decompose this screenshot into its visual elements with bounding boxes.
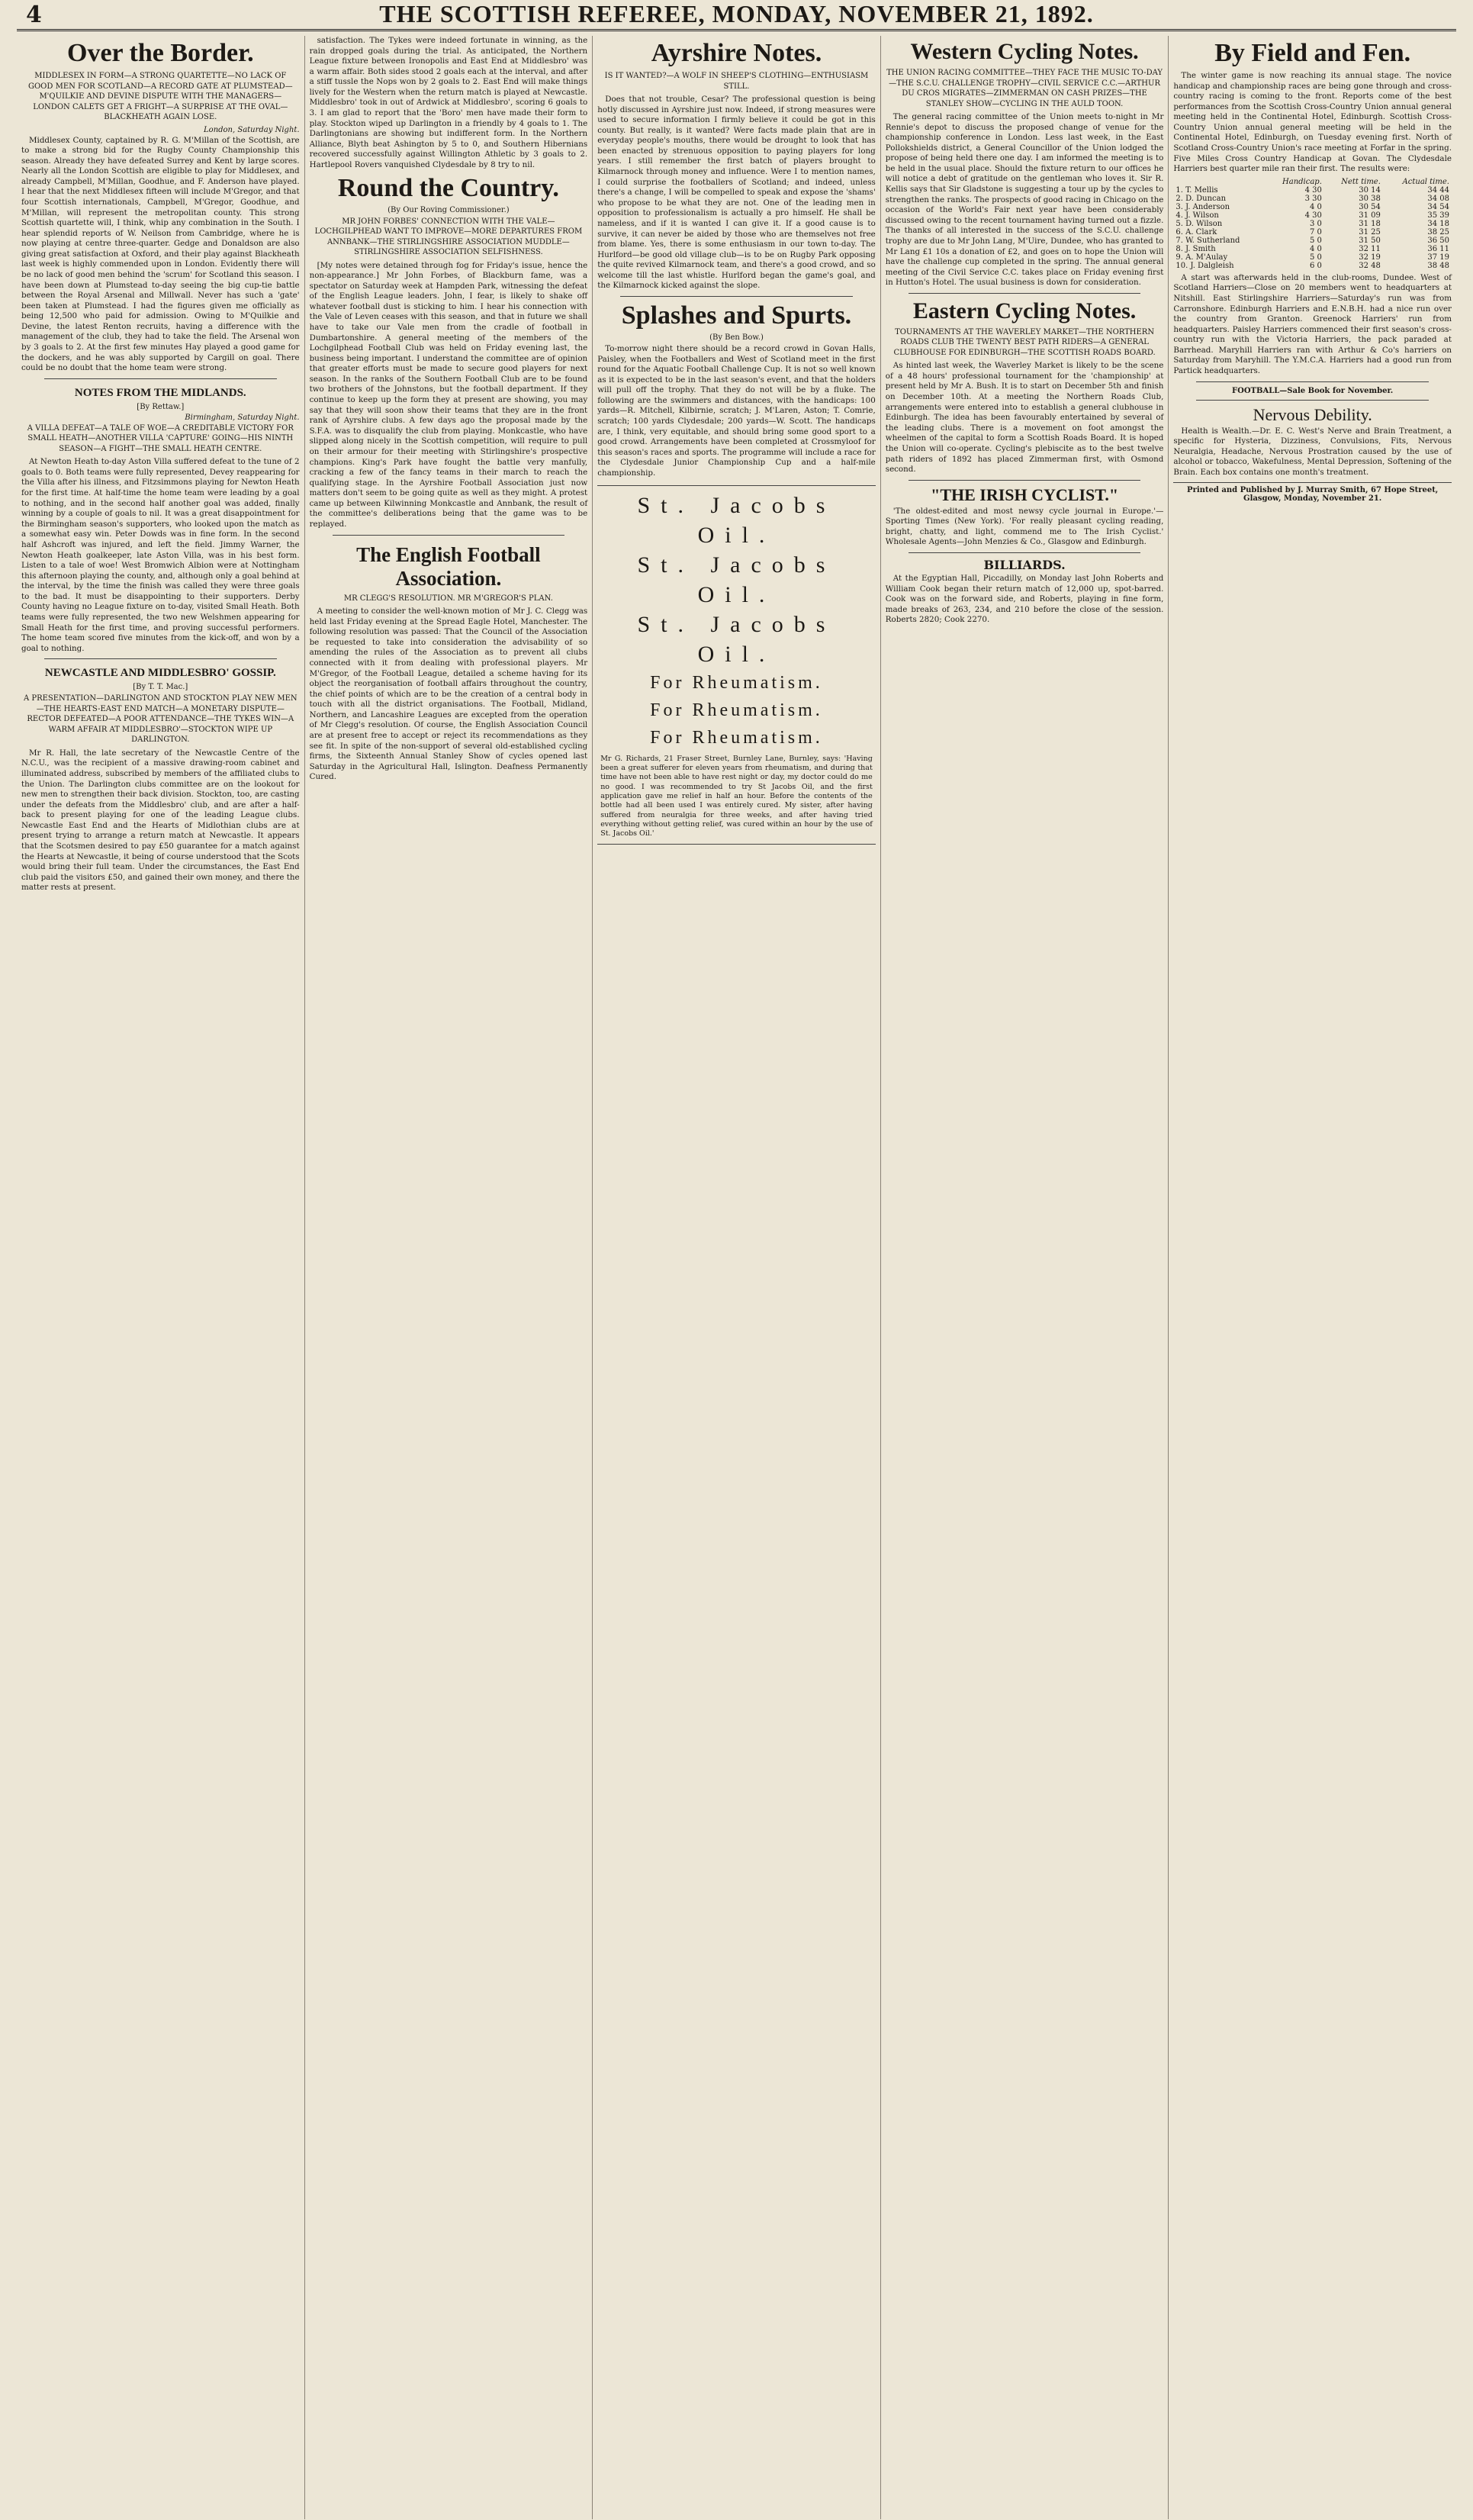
article-body [1173,273,1452,377]
article-byline: [By Rettaw.] [137,402,185,411]
article-body [597,344,876,479]
table-header-row [1173,178,1452,186]
article-body [886,574,1164,626]
table-cell: 6 0 [1309,261,1322,270]
divider [620,296,853,297]
table-cell: 3. J. Anderson [1176,202,1230,211]
article-byline: [By T. T. Mac.] [133,683,188,692]
table-cell: 7. W. Sutherland [1176,236,1240,245]
article-paragraph: Middlesex County, captained by R. G. M'Millan of the Scottish, are to make a strong bid for the Rugby County Championship this season. Already they have defeated Surrey and Kent by large scores. Nearly all the London Scottish are eligible to play for Middlesex, and already Campbell, M'Millan, Goodhue, and F. Anderson have played. I hear that the next Middlesex fifteen will include M'Gregor, and that four Scottish internationals, Campbell, M'Gregor, Goodhue, and M'Millan, will represent the metropolitan county. This strong Scottish quartette will, I think, whip any combination in the South. I hear splendid reports of W. Neilson from Cambridge, where he is now playing at centre three-quarter. Gedge and Donaldson are also giving great satisfaction at Oxford, and their play against Blackheath last week is highly commended upon in London. Evidently there will be no lack of good men behind the 'scrum' for Scotland this season. I have been down at Plumstead to-day seeing the big cup-tie battle between the Royal Arsenal and Millwall. Never has such a 'gate' been taken at Plumstead. I had the figures given me officially as being 12,500 who paid for admission. Owing to M'Quilkie and Devine, the latest Renton recruits, having a difference with the management of the club, they had to take the field. The Arsenal won by 3 goals to 2. At the first few minutes Hay played a good game for the dockers, and he was ably supported by Cargill on goal. There could be no doubt that the home team were strong. [21,135,300,373]
article-body [886,361,1164,475]
table-cell: 7 0 [1309,227,1322,237]
article-dateline: Birmingham, Saturday Night. [185,413,300,422]
advert-heading: FOOTBALL—Sale Book for November. [1232,386,1394,395]
advert-body [1173,426,1452,478]
article-body [1173,71,1452,175]
advert-paragraph: Health is Wealth.—Dr. E. C. West's Nerve and Brain Treatment, a specific for Hysteria, Dizziness, Convulsions, Fits, Nervous Neuralgia, Headache, Nervous Prostration caused by the use of alcohol or tobacco, Wakefulness, Mental Depression, Softening of the Brain. Each box contains one month's treatment. [1173,426,1452,477]
divider [909,293,1141,294]
advert-line: St. Jacobs Oil. [637,611,836,667]
table-cell: 3 0 [1309,219,1322,228]
article-deck: MR CLEGG'S RESOLUTION. MR M'GREGOR'S PLAN. [343,594,553,603]
table-header-cell: Actual time. [1402,177,1449,186]
article-paragraph: A meeting to consider the well-known motion of Mr J. C. Clegg was held last Friday evening at the Spread Eagle Hotel, Manchester. The following resolution was passed: That the Council of the Association be requested to take into consideration the advisability of so amending the rules of the Association as to prevent all clubs connected with it from dealing with professional players. Mr M'Gregor, of the Football League, detailed a scheme having for its object the reorganisation of football affairs throughout the country, the chief points of which are to be the creation of a central body in touch with all the district organisations. The Football, Midland, Northern, and Lancashire Leagues are excepted from the operation of Mr Clegg's resolution. Of course, the English Association Council are at present free to accept or reject its recommendations as they see fit. In spite of the non-support of several old-established cycling firms, the Sixteenth Annual Stanley Show of cycles opened last Saturday in the Agricultural Hall, Islington. Deafness Permanently Cured. [309,607,588,782]
article-paragraph: [My notes were detained through fog for Friday's issue, hence the non-appearance.] Mr John Forbes, of Blackburn fame, was a spectator on Saturday week at Hampden Park, witnessing the defeat of the English League leaders. John, I fear, is likely to shake off whatever football dust is sticking to him. I hear his connection with the Vale of Leven ceases with this season, and that in future we shall have to take our Vale men from the cradle of football in Dumbartonshire. A general meeting of the members of the Lochgilphead Football Club was held on Friday evening last, the business being important. I understand the committee are of opinion that greater efforts must be made to secure good players for next season. In the ranks of the Southern Football Club are to be found two brothers of the Johnstons, but the football department. If they continue to keep up the form they at present are showing, you may say that they will soon show their teams that they are in the front rank of Ayrshire clubs. A few days ago the proposal made by the S.F.A. was to disqualify the club from playing. Monkcastle, who have slipped along nicely in the Scottish competition, will require to pull on their armour for their meeting with Stirlingshire's prospective champions. King's Park have fought the battle very manfully, cracking a few of the fancy teams in their march to reach the qualifying stage. In the Ayrshire Football Association just now matters don't seem to be going quite as well as they might. A protest came up between Kilwinning Monkcastle and Annbank, the result of the committee's deliberations being that the game was to be replayed. [309,260,588,529]
article-body [21,136,300,374]
article-paragraph: satisfaction. The Tykes were indeed fortunate in winning, as the rain dropped goals during the trial. As anticipated, the Northern League fixture between Ironopolis and East End at Middlesbro' was a warm affair. Both sides stood 2 goals each at the interval, and after a stiff tussle the Nops won by 2 goals to 2. East End will make things lively for the Western when the return match is played at Newcastle. Middlesbro' took in out of Ardwick at Middlesbro', scoring 6 goals to 3. I am glad to report that the 'Boro' men have made their form to play. Stockton wiped up Darlington in a friendly by 4 goals to 1. The Darlingtonians are showing but indifferent form. In the Northern Alliance, Blyth beat Ashington by 5 to 0, and Southern Hibernians recovered successfully against Willington Athletic by 3 goals to 2. Hartlepool Rovers vanquished Clydesdale by 8 try to nil. [309,36,588,169]
table-cell: 34 44 [1427,185,1449,195]
article-paragraph: At Newton Heath to-day Aston Villa suffered defeat to the tune of 2 goals to 0. Both teams were fully represented, Devey reappearing for the Villa after his illness, and Fitzsimmons playing for Newton Heath for the first time. At half-time the home team were leading by a goal to nothing, and in the second half another goal was added, finally winning by a couple of goals to nil. It was a great disappointment for the Birmingham season's supporters, who looked upon the match as a somewhat easy win. Peter Dowds was in fine form. In the second half Ashcroft was injured, and left the field. Jimmy Warner, the Newton Heath goalkeeper, late Aston Villa, was in his best form. Listen to a tale of woe! West Bromwich Albion were at Nottingham this afternoon playing the county, and, although only a goal behind at the interval, by the time the finish was called they were three goals to the bad. It must be disappointing to their supporters. Derby County having no League fixture on to-day, visited Small Heath. Both teams were fully represented, the two new Welshmen appearing for Small Heath for the first time, and proving successful performers. The home team scored five minutes from the kick-off, and won by a goal to nothing. [21,457,300,653]
column-grid [17,36,1456,2519]
advert-line: For Rheumatism. [650,672,823,693]
article-deck: TOURNAMENTS AT THE WAVERLEY MARKET—THE NORTHERN ROADS CLUB THE TWENTY BEST PATH RIDERS—A GENERAL CLUBHOUSE FOR EDINBURGH—THE SCOTTISH ROADS BOARD. [893,327,1156,357]
table-cell: 31 09 [1359,211,1381,220]
table-cell: 10. J. Dalgleish [1176,261,1234,270]
article-paragraph: A start was afterwards held in the club-rooms, Dundee. West of Scotland Harriers—Close on 20 members went to headquarters at Nitshill. East Stirlingshire Harriers—Saturday's run was from Carronshore. Edinburgh Harriers and E.N.B.H. had a nice run over the country from Granton. Greenock Harriers' run from headquarters. Paisley Harriers commenced their first season's cross-country run with the Victoria Harriers, the pack paraded at Barrhead. Maryhill Harriers ran with Arthur & Co's harriers on Saturday from Maryhill. The Y.M.C.A. Harriers had a good run from Partick headquarters. [1173,272,1452,375]
article-deck: MR JOHN FORBES' CONNECTION WITH THE VALE—LOCHGILPHEAD WANT TO IMPROVE—MORE DEPARTURES FROM ANNBANK—THE STIRLINGSHIRE ASSOCIATION MUDDLE—STIRLINGSHIRE ASSOCIATION SELFISHNESS. [314,217,583,257]
table-row [1173,237,1452,245]
article-deck: IS IT WANTED?—A WOLF IN SHEEP'S CLOTHING—ENTHUSIASM STILL. [604,72,869,91]
article-body [310,607,588,783]
section-heading: Eastern Cycling Notes. [912,298,1137,323]
article-body [21,457,300,654]
article-byline: (By Ben Bow.) [709,333,764,342]
page-number: 4 [26,2,42,28]
table-cell: 5 0 [1309,236,1322,245]
table-cell: 4. J. Wilson [1176,211,1219,220]
article-body [597,95,876,291]
section-heading: Splashes and Spurts. [621,301,852,330]
advert-line: St. Jacobs Oil. [637,552,836,607]
section-heading: Ayrshire Notes. [651,39,822,67]
table-row [1173,203,1452,211]
divider [1196,381,1429,382]
article-paragraph: As hinted last week, the Waverley Market is likely to be the scene of a 48 hours' professional tournament for the 'championship' at present held by Mr A. Bush. It is to start on December 5th and finish on December 10th. At a meeting the Northern Roads Club, arrangements were entered into to establish a general clubhouse in Edinburgh. The idea has been favourably entertained by several of the leading clubs. There is a movement on foot amongst the wheelmen of the capital to form a Scottish Roads Board. It is hoped the Union will co-operate. Cycling's plebiscite as to the best twelve path riders of 1892 has placed Zimmerman first, with Osmond second. [885,361,1164,475]
table-cell: 31 25 [1359,227,1381,237]
table-row [1173,186,1452,195]
table-cell: 30 38 [1359,194,1381,203]
article-body [886,112,1164,288]
table-cell: 2. D. Duncan [1176,194,1227,203]
column-over-the-border [17,36,305,2519]
article-heading: BILLIARDS. [983,558,1066,572]
divider [1196,400,1429,401]
race-results-table [1173,178,1452,270]
article-byline: (By Our Roving Commissioner.) [388,205,510,214]
table-cell: 37 19 [1427,253,1449,262]
st-jacobs-oil-advert [597,485,876,845]
table-header-cell: Handicap. [1282,177,1322,186]
table-cell: 38 25 [1427,227,1449,237]
table-cell: 32 19 [1359,253,1381,262]
advert-line: For Rheumatism. [650,727,823,748]
divider [333,535,565,536]
table-row [1173,220,1452,228]
table-cell: 4 30 [1304,185,1322,195]
divider [44,658,277,659]
masthead [17,0,1456,31]
table-cell: 31 18 [1359,219,1381,228]
advert-paragraph: 'The oldest-edited and most newsy cycle journal in Europe.'—Sporting Times (New York). 'For really pleasant cycling reading, bright, chatty, and light, commend me to The Irish Cyclist.' Wholesale Agents—John Menzies & Co., Glasgow and Edinburgh. [885,506,1164,547]
table-cell: 1. T. Mellis [1176,185,1218,195]
article-paragraph: To-morrow night there should be a record crowd in Govan Halls, Paisley, when the Footballers and West of Scotland meet in the first round for the Aquatic Football Challenge Cup. It is not so well known as it is expected to be in the last season's event, and that the holders will pull off the trophy. That they do not will be by a fluke. The following are the swimmers and distances, with the handicaps: 100 yards—R. Mitchell, Kilbirnie, scratch; J. M'Laren, Aston; T. Comrie, scratch; 100 yards Clydesdale; 200 yards—W. Scott. The handicaps are, I think, very equitable, and should bring some good sport to a good crowd. Arrangements have been completed at Crossmyloof for this season's races and sports. The programme will include a race for the Clydesdale Junior Championship Cup and a half-mile championship. [597,343,876,478]
section-heading: By Field and Fen. [1214,39,1411,67]
table-cell: 3 30 [1304,194,1322,203]
section-heading: Round the Country. [337,173,559,202]
article-paragraph: At the Egyptian Hall, Piccadilly, on Monday last John Roberts and William Cook began their return match of 12,000 up, spot-barred. Cook was on the forward side, and Roberts, playing in fine form, made breaks of 263, 234, and 210 before the close of the session. Roberts 2820; Cook 2270. [885,574,1164,625]
table-row [1173,195,1452,203]
article-body [310,261,588,530]
article-paragraph: The winter game is now reaching its annual stage. The novice handicap and championship races are being gone through and cross-country racing is coming to the front. Reports come of the best performances from the Scottish Cross-Country Union annual general meeting held in the Continental Hotel, Edinburgh. Scottish Cross-Country Union annual general meeting will be held in the Continental Hotel, Edinburgh, on Tuesday evening first. North of Scotland Cross-Country Union's race meeting at Forfar in the spring. Five Miles Cross Country Handicap at Govan. The Clydesdale Harriers best quarter mile ran their first. The results were: [1173,71,1452,174]
article-body [21,748,300,893]
article-heading: NOTES FROM THE MIDLANDS. [74,386,246,399]
table-row [1173,228,1452,237]
table-header-cell: Nett time. [1341,177,1381,186]
table-row [1173,253,1452,262]
column-ayrshire-notes [593,36,881,2519]
table-cell: 8. J. Smith [1176,244,1216,253]
table-cell: 30 14 [1359,185,1381,195]
table-cell: 4 0 [1309,244,1322,253]
table-row [1173,211,1452,220]
article-deck: MIDDLESEX IN FORM—A STRONG QUARTETTE—NO LACK OF GOOD MEN FOR SCOTLAND—A RECORD GATE AT PLUMSTEAD—M'QUILKIE AND DEVINE DISPUTE WITH THE MANAGERS—LONDON CALETS GET A FRIGHT—A SURPRISE AT THE OVAL—BLACKHEATH AGAIN LOSE. [28,72,293,121]
advert-testimonial: Mr G. Richards, 21 Fraser Street, Burnley Lane, Burnley, says: 'Having been a great sufferer for eleven years from rheumatism, and during that time have not been able to have rest night or day, my doctor could do me no good. I was recommended to try St Jacobs Oil, and the first application gave me relief in half an hour. Before the contents of the bottle had all been used I was entirely cured. My sister, after having suffered from neuralgia for three weeks, and after having tried everything without getting relief, was cured within an hour by the use of St. Jacobs Oil.' [600,754,873,838]
table-cell: 34 54 [1427,202,1449,211]
column-by-field-and-fen [1169,36,1456,2519]
table-cell: 30 54 [1359,202,1381,211]
section-heading: Western Cycling Notes. [910,39,1139,64]
table-cell: 36 50 [1427,236,1449,245]
table-cell: 9. A. M'Aulay [1176,253,1228,262]
column-round-the-country [305,36,593,2519]
imprint: Printed and Published by J. Murray Smith, 67 Hope Street, Glasgow, Monday, November 21. [1173,482,1452,503]
article-paragraph: The general racing committee of the Union meets to-night in Mr Rennie's depot to discuss the proposed change of venue for the championship conference in London. Less last week, in the East Pollokshields district, a General Councillor of the Union lodged the propose of being held there one day. I am informed the meeting is to be held in the usual place. Should the fixture return to our offices he will notice a debt of gratitude on the gentleman who loves it. Sir R. Kellis says that Sir Gladstone is suggesting a tour up by the cycles to strengthen the ranks. The prospects of good racing in Chicago on the occasion of the World's Fair next year have been considerably discussed owing to the recent tournament having turned out a fizzle. The thanks of all interested in the success of the S.C.U. challenge trophy are due to Mr John Lang, M'Uire, Dundee, who has granted to Mr Lang £1 10s a donation of £2, and goes on to hope the Union will have the challenge cup completed in the spring. The annual general meeting of the Civil Service C.C. takes place on Friday evening first in Hutton's Hotel. The usual business is down for consideration. [885,112,1164,288]
article-paragraph: Mr R. Hall, the late secretary of the Newcastle Centre of the N.C.U., was the recipient of a massive drawing-room cabinet and illuminated address, subscribed by members of the affiliated clubs to the Union. The Darlington clubs committee are on the lookout for new men to strengthen their back division. Stockton, too, are casting under the defeats from the Middlesbro' club, and are after a half-back to present playing for one of the leading League clubs. Newcastle East End and the Hearts of Midlothian clubs are at present trying to arrange a return match at Newcastle. It appears that the Scotsmen desired to pay £50 guarantee for a match against the Hearts at Newcastle, it being of course understood that the Scots would bring their full team. Under the circumstances, the East End club paid the visitors £50, and gained their own money, and there the matter rests at present. [21,748,300,893]
table-cell: 5. D. Wilson [1176,219,1223,228]
table-cell: 32 48 [1359,261,1381,270]
table-cell: 31 50 [1359,236,1381,245]
article-heading: NEWCASTLE AND MIDDLESBRO' GOSSIP. [44,667,276,680]
advert-line: St. Jacobs Oil. [637,492,836,548]
table-row [1173,262,1452,270]
article-deck: A PRESENTATION—DARLINGTON AND STOCKTON PLAY NEW MEN—THE HEARTS-EAST END MATCH—A MONETARY DISPUTE—RECTOR DEFEATED—A POOR ATTENDANCE—THE TYKES WIN—A WARM AFFAIR AT MIDDLESBRO'—STOCKTON WIPE UP DARLINGTON. [23,694,297,745]
table-cell: 5 0 [1309,253,1322,262]
divider [44,378,277,379]
article-dateline: London, Saturday Night. [204,125,300,134]
divider [909,480,1141,481]
table-body [1173,186,1452,270]
section-heading: Over the Border. [67,39,254,67]
column-cycling-notes [881,36,1169,2519]
table-cell: 34 08 [1427,194,1449,203]
advert-heading: Nervous Debility. [1253,404,1372,424]
advert-body [886,507,1164,548]
divider [909,552,1141,553]
article-deck: A VILLA DEFEAT—A TALE OF WOE—A CREDITABLE VICTORY FOR SMALL HEATH—ANOTHER VILLA 'CAPTURE' GOING—HIS NINTH SEASON—A FIGHT—THE SMALL HEATH CENTRE. [27,423,294,453]
article-deck: THE UNION RACING COMMITTEE—THEY FACE THE MUSIC TO-DAY—THE S.C.U. CHALLENGE TROPHY—CIVIL SERVICE C.C.—ARTHUR DU CROS MIGRATES—ZIMMERMAN ON CASH PRIZES—THE STANLEY SHOW—CYCLING IN THE AULD TOON. [886,69,1163,108]
table-cell: 36 11 [1427,244,1449,253]
table-cell: 6. A. Clark [1176,227,1217,237]
newspaper-title: THE SCOTTISH REFEREE, MONDAY, NOVEMBER 21, 1892. [379,0,1094,27]
table-cell: 35 39 [1427,211,1449,220]
article-body [310,36,588,171]
table-header-cell [1173,178,1265,186]
table-row [1173,245,1452,253]
article-paragraph: Does that not trouble, Cesar? The professional question is being hotly discussed in Ayrshire just now. Indeed, if strong measures were used to secure information I firmly believe it could be got in this county. But really, is it wanted? Were facts made plain that are in everyday people's mouths, there would be drought to look that has been enacted by strenuous opposition to paying players for long years. I still remember the first batch of players brought to Kilmarnock through money and influence. Were I to mention names, I could surprise the footballers of Scotland; and indeed, unless there's a change, I will be compelled to speak and expose the 'shams' who propose to be what they are not. One of the leading men in opposition to professionalism is actually a pro himself. He shall be nameless, and if it is wanted I can give it. If a good cause is to survive, it can never be aided by those who are themselves not free from blame. Yes, there is some enthusiasm in our town to-day. The Hurlford—be good old village club—is to be on Rugby Park opposing the quite revived Kilmarnock team, and there's a good crowd, and so welcome till the last whistle. Hurlford began the game's goal, and the Kilmarnock kicked against the slope. [597,95,876,291]
irish-cyclist-advert-title: "THE IRISH CYCLIST." [931,484,1119,504]
table-cell: 34 18 [1427,219,1449,228]
table-cell: 4 0 [1309,202,1322,211]
table-cell: 4 30 [1304,211,1322,220]
article-heading: The English Football Association. [356,542,541,590]
table-cell: 32 11 [1359,244,1381,253]
advert-line: For Rheumatism. [650,700,823,720]
table-cell: 38 48 [1427,261,1449,270]
